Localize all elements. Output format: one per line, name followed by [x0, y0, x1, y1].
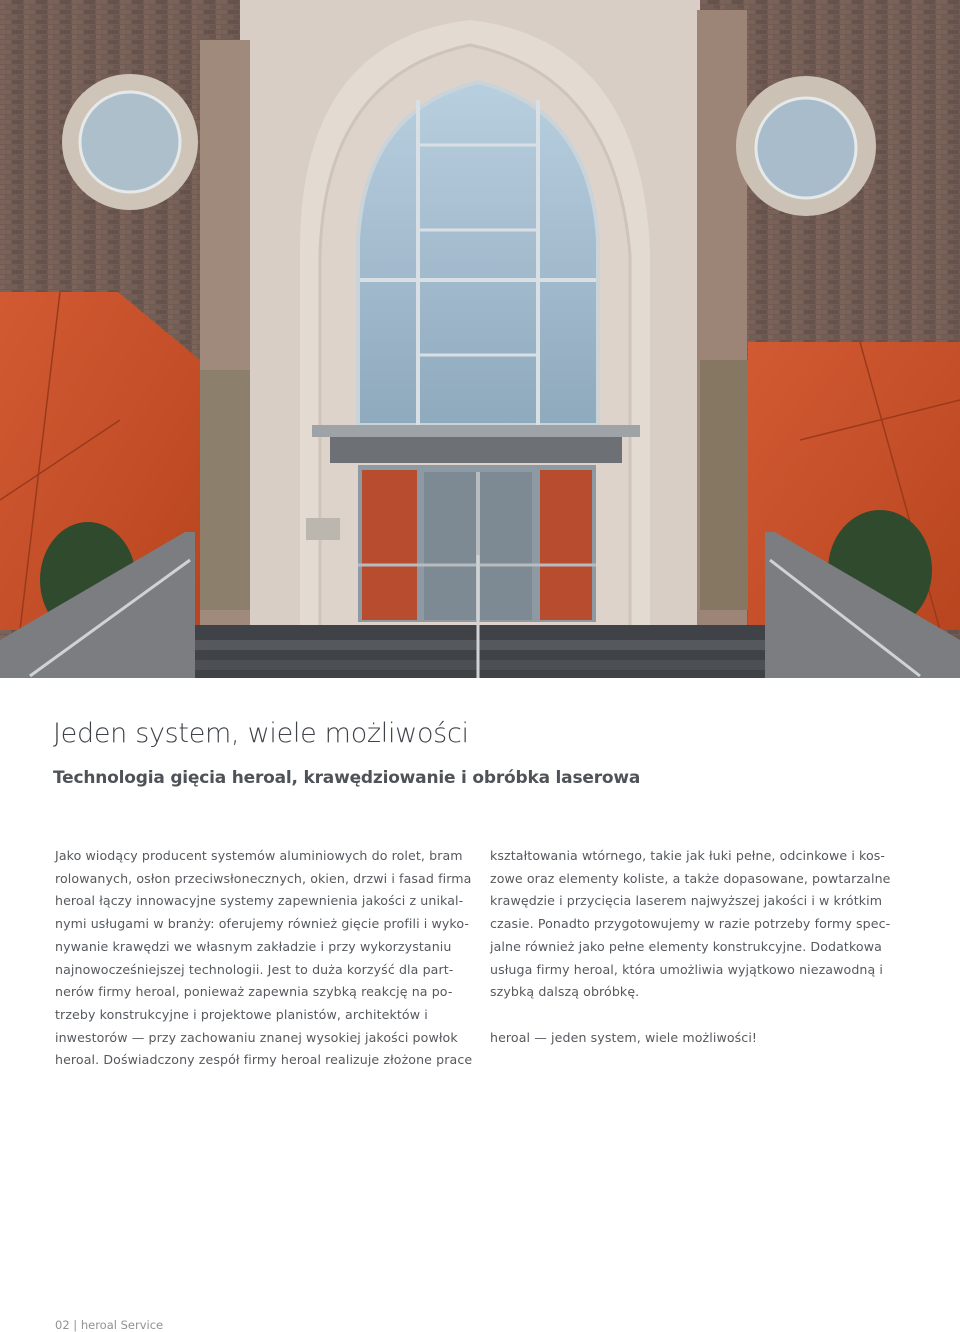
body-text-right-column: [490, 845, 910, 1049]
body-line: zowe oraz elementy koliste, a także dopasowane, powtarzalne: [490, 870, 891, 886]
body-line: kształtowania wtórnego, takie jak łuki pełne, odcinkowe i kos-: [490, 848, 886, 863]
page-footer: [55, 1318, 163, 1332]
body-line: jalne również jako pełne elementy konstrukcyjne. Dodatkowa: [490, 938, 882, 954]
footer-section-name: heroal Service: [80, 1318, 164, 1332]
page-title: Jeden system, wiele możliwości: [53, 718, 469, 749]
body-line: heroal łączy innowacyjne systemy zapewnienia jakości z unikal-: [55, 893, 464, 909]
body-line: nerów firmy heroal, ponieważ zapewnia szybką reakcję na po-: [55, 984, 453, 1000]
body-line: krawędzie i przycięcia laserem najwyższej jakości i w krótkim: [490, 893, 883, 909]
body-line: szybką dalszą obróbkę.: [490, 984, 640, 1000]
body-line: inwestorów — przy zachowaniu znanej wysokiej jakości powłok: [55, 1029, 458, 1045]
body-line: czasie. Ponadto przygotowujemy w razie potrzeby formy spec-: [490, 916, 891, 932]
body-line: najnowocześniejszej technologii. Jest to duża korzyść dla part-: [55, 961, 454, 977]
body-line: usługa firmy heroal, która umożliwia wyjątkowo niezawodną i: [490, 961, 884, 977]
body-text-left-column: [55, 845, 475, 1072]
footer-separator: |: [73, 1318, 78, 1332]
body-line: heroal. Doświadczony zespół firmy heroal realizuje złożone prace: [55, 1052, 473, 1068]
paragraph-gap: [490, 1004, 910, 1027]
body-line: rolowanych, osłon przeciwsłonecznych, okien, drzwi i fasad firma: [55, 870, 472, 886]
page-number: 02: [55, 1318, 70, 1332]
closing-slogan: heroal — jeden system, wiele możliwości!: [490, 1029, 758, 1045]
body-line: Jako wiodący producent systemów aluminiowych do rolet, bram: [55, 848, 463, 863]
page-subtitle: Technologia gięcia heroal, krawędziowanie i obróbka laserowa: [53, 768, 641, 788]
body-line: nywanie krawędzi we własnym zakładzie i przy wykorzystaniu: [55, 938, 452, 954]
body-line: nymi usługami w branży: oferujemy również gięcie profili i wyko-: [55, 916, 470, 932]
body-line: trzeby konstrukcyjne i projektowe planistów, architektów i: [55, 1006, 428, 1022]
